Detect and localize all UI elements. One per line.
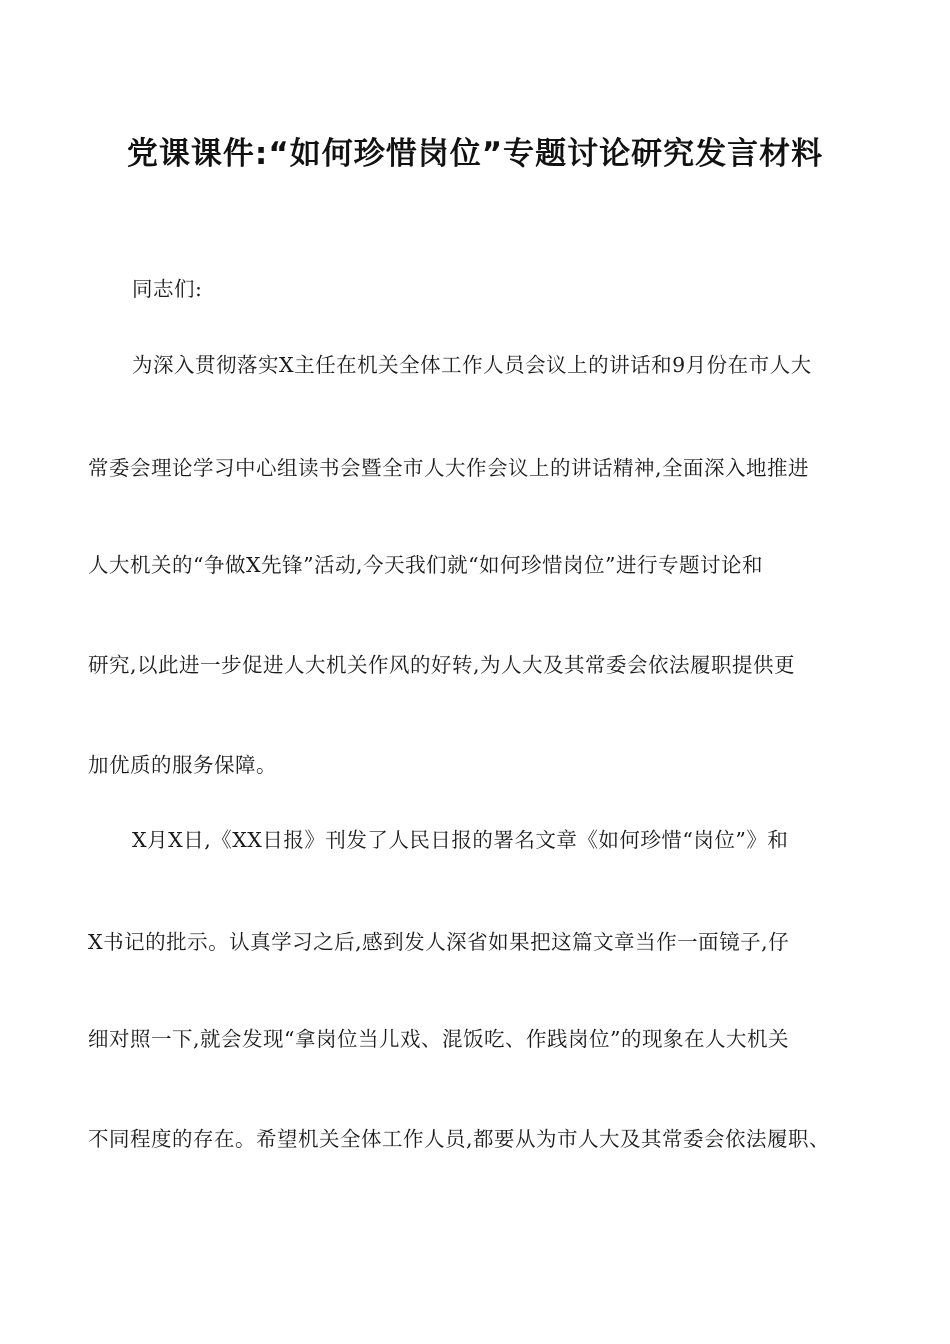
body-line-4: 研究,以此进一步促进人大机关作风的好转,为人大及其常委会依法履职提供更 [88,653,796,677]
body-line-7: X书记的批示。认真学习之后,感到发人深省如果把这篇文章当作一面镜子,仔 [88,930,790,954]
body-line-6: X月X日,《XX日报》刊发了人民日报的署名文章《如何珍惜“岗位”》和 [132,828,789,852]
body-line-2: 常委会理论学习中心组读书会暨全市人大作会议上的讲话精神,全面深入地推进 [88,456,810,480]
body-line-5: 加优质的服务保障。 [88,753,277,777]
body-line-9: 不同程度的存在。希望机关全体工作人员,都要从为市人大及其常委会依法履职、 [88,1127,831,1151]
document-title: 党课课件:“如何珍惜岗位”专题讨论研究发言材料 [126,136,824,172]
body-line-3: 人大机关的“争做X先锋”活动,今天我们就“如何珍惜岗位”进行专题讨论和 [88,553,764,577]
body-line-1: 为深入贯彻落实X主任在机关全体工作人员会议上的讲话和9月份在市人大 [132,353,812,377]
body-line-8: 细对照一下,就会发现“拿岗位当儿戏、混饭吃、作践岗位”的现象在人大机关 [88,1027,789,1051]
greeting-line: 同志们: [132,277,203,301]
